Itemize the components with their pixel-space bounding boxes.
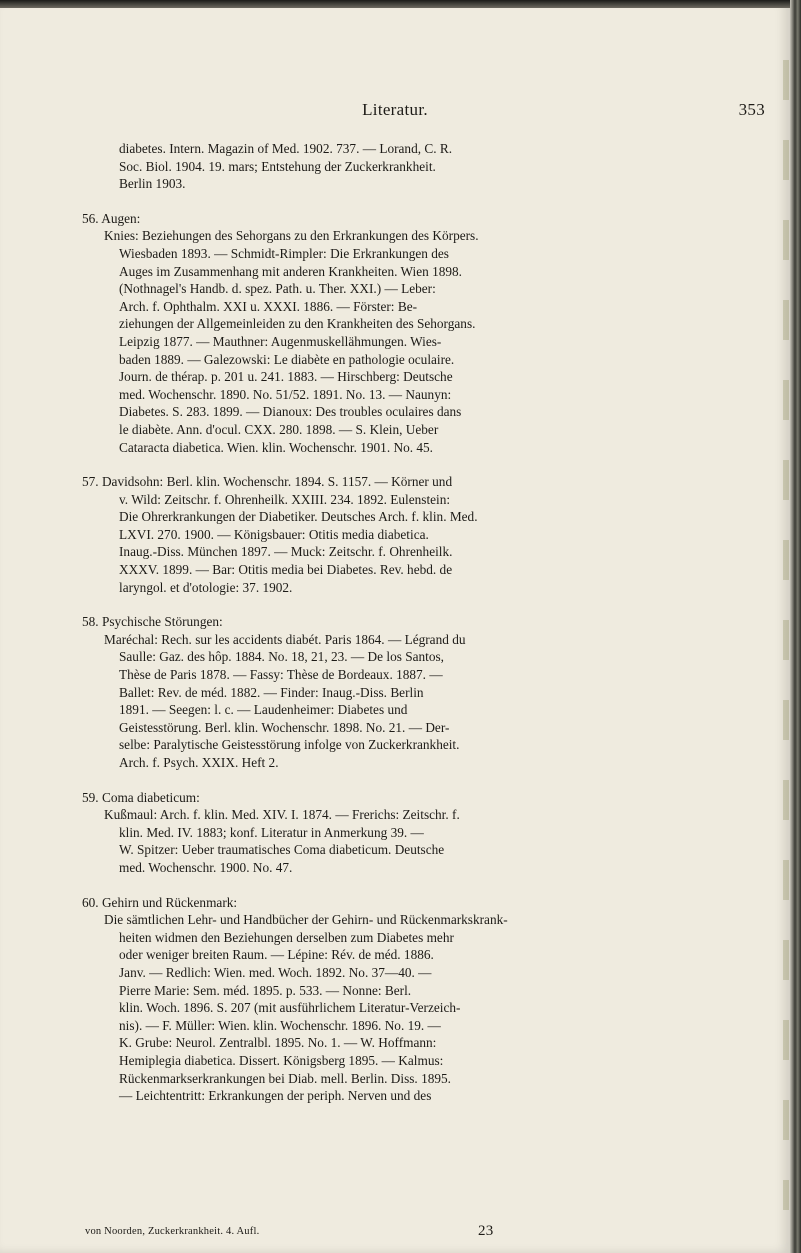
text-line: W. Spitzer: Ueber traumatisches Coma diabeticum. Deutsche bbox=[119, 842, 445, 858]
header-title: Literatur. bbox=[362, 100, 428, 119]
text-line: Auges im Zusammenhang mit anderen Krankheiten. Wien 1898. bbox=[119, 263, 463, 279]
text-line: Inaug.-Diss. München 1897. — Muck: Zeitschr. f. Ohrenheilk. bbox=[119, 544, 453, 560]
text-line: Die sämtlichen Lehr- und Handbücher der Gehirn- und Rückenmarkskrank- bbox=[104, 912, 508, 928]
scan-edge-shadow bbox=[783, 60, 789, 1210]
text-line: diabetes. Intern. Magazin of Med. 1902. 737. — Lorand, C. R. bbox=[119, 141, 453, 156]
text-line: klin. Med. IV. 1883; konf. Literatur in Anmerkung 39. — bbox=[119, 824, 424, 840]
paragraph-gap bbox=[82, 596, 750, 613]
text-line: Journ. de thérap. p. 201 u. 241. 1883. — Hirschberg: Deutsche bbox=[119, 369, 453, 385]
text-line: med. Wochenschr. 1890. No. 51/52. 1891. No. 13. — Naunyn: bbox=[119, 386, 452, 402]
paragraph-gap bbox=[82, 193, 750, 210]
text-line: Maréchal: Rech. sur les accidents diabét. Paris 1864. — Légrand du bbox=[104, 631, 466, 647]
text-line: oder weniger breiten Raum. — Lépine: Rév. de méd. 1886. bbox=[119, 947, 434, 963]
text-line: nis). — F. Müller: Wien. klin. Wochenschr. 1896. No. 19. — bbox=[119, 1017, 441, 1033]
text-line: Saulle: Gaz. des hôp. 1884. No. 18, 21, 23. — De los Santos, bbox=[119, 649, 445, 665]
text-line: heiten widmen den Beziehungen derselben zum Diabetes mehr bbox=[119, 929, 454, 945]
text-line: Rückenmarkserkrankungen bei Diab. mell. Berlin. Diss. 1895. bbox=[119, 1070, 451, 1086]
text-line: 1891. — Seegen: l. c. — Laudenheimer: Diabetes und bbox=[119, 702, 408, 718]
text-line: Knies: Beziehungen des Sehorgans zu den Erkrankungen des Körpers. bbox=[104, 228, 479, 244]
text-line: Kußmaul: Arch. f. klin. Med. XIV. I. 1874. — Frerichs: Zeitschr. f. bbox=[104, 807, 460, 823]
bibliography-text bbox=[82, 140, 750, 1105]
text-line: Diabetes. S. 283. 1899. — Dianoux: Des troubles oculaires dans bbox=[119, 404, 462, 420]
text-line: Cataracta diabetica. Wien. klin. Wochenschr. 1901. No. 45. bbox=[119, 439, 433, 455]
text-line: Hemiplegia diabetica. Dissert. Königsberg 1895. — Kalmus: bbox=[119, 1052, 444, 1068]
text-line: LXVI. 270. 1900. — Königsbauer: Otitis media diabetica. bbox=[119, 526, 429, 542]
text-line: baden 1889. — Galezowski: Le diabète en pathologie oculaire. bbox=[119, 351, 455, 367]
text-line: 59. Coma diabeticum: bbox=[82, 789, 200, 805]
text-line: 58. Psychische Störungen: bbox=[82, 614, 223, 630]
text-line: — Leichtentritt: Erkrankungen der periph. Nerven und des bbox=[119, 1088, 432, 1104]
text-line: med. Wochenschr. 1900. No. 47. bbox=[119, 859, 293, 875]
text-line: Berlin 1903. bbox=[119, 176, 186, 192]
running-header bbox=[0, 100, 790, 124]
text-line: Wiesbaden 1893. — Schmidt-Rimpler: Die Erkrankungen des bbox=[119, 245, 449, 261]
text-line: ziehungen der Allgemeinleiden zu den Krankheiten des Sehorgans. bbox=[119, 316, 476, 332]
scan-top-edge bbox=[0, 0, 790, 8]
text-line: K. Grube: Neurol. Zentralbl. 1895. No. 1. — W. Hoffmann: bbox=[119, 1035, 437, 1051]
text-line: le diabète. Ann. d'ocul. CXX. 280. 1898. — S. Klein, Ueber bbox=[119, 421, 439, 437]
text-line: Ballet: Rev. de méd. 1882. — Finder: Inaug.-Diss. Berlin bbox=[119, 684, 424, 700]
text-line: selbe: Paralytische Geistesstörung infolge von Zuckerkrankheit. bbox=[119, 737, 460, 753]
text-line: Janv. — Redlich: Wien. med. Woch. 1892. No. 37—40. — bbox=[119, 964, 432, 980]
footer bbox=[85, 1223, 725, 1239]
footer-imprint: von Noorden, Zuckerkrankheit. 4. Aufl. bbox=[85, 1226, 260, 1237]
text-line: Leipzig 1877. — Mauthner: Augenmuskellähmungen. Wies- bbox=[119, 333, 442, 349]
text-line: Arch. f. Ophthalm. XXI u. XXXI. 1886. — Förster: Be- bbox=[119, 298, 418, 314]
scan-right-edge bbox=[790, 0, 801, 1253]
text-line: v. Wild: Zeitschr. f. Ohrenheilk. XXIII. 234. 1892. Eulenstein: bbox=[119, 491, 451, 507]
text-line: 60. Gehirn und Rückenmark: bbox=[82, 894, 238, 910]
page-number: 353 bbox=[738, 100, 765, 119]
paragraph-gap bbox=[82, 877, 750, 894]
text-line: Geistesstörung. Berl. klin. Wochenschr. 1898. No. 21. — Der- bbox=[119, 719, 450, 735]
text-line: laryngol. et d'otologie: 37. 1902. bbox=[119, 579, 293, 595]
paragraph-gap bbox=[82, 456, 750, 473]
text-line: Die Ohrerkrankungen der Diabetiker. Deutsches Arch. f. klin. Med. bbox=[119, 509, 478, 525]
signature-mark: 23 bbox=[478, 1223, 494, 1239]
text-line: 57. Davidsohn: Berl. klin. Wochenschr. 1894. S. 1157. — Körner und bbox=[82, 474, 453, 490]
text-line: Pierre Marie: Sem. méd. 1895. p. 533. — Nonne: Berl. bbox=[119, 982, 412, 998]
text-line: Thèse de Paris 1878. — Fassy: Thèse de Bordeaux. 1887. — bbox=[119, 667, 443, 683]
text-line: XXXV. 1899. — Bar: Otitis media bei Diabetes. Rev. hebd. de bbox=[119, 562, 453, 578]
text-line: Soc. Biol. 1904. 19. mars; Entstehung der Zuckerkrankheit. bbox=[119, 158, 436, 174]
text-line: klin. Woch. 1896. S. 207 (mit ausführlichem Literatur-Verzeich- bbox=[119, 1000, 461, 1016]
text-line: (Nothnagel's Handb. d. spez. Path. u. Ther. XXI.) — Leber: bbox=[119, 281, 436, 297]
paragraph-gap bbox=[82, 772, 750, 789]
text-line: 56. Augen: bbox=[82, 210, 141, 226]
text-line: Arch. f. Psych. XXIX. Heft 2. bbox=[119, 755, 279, 770]
